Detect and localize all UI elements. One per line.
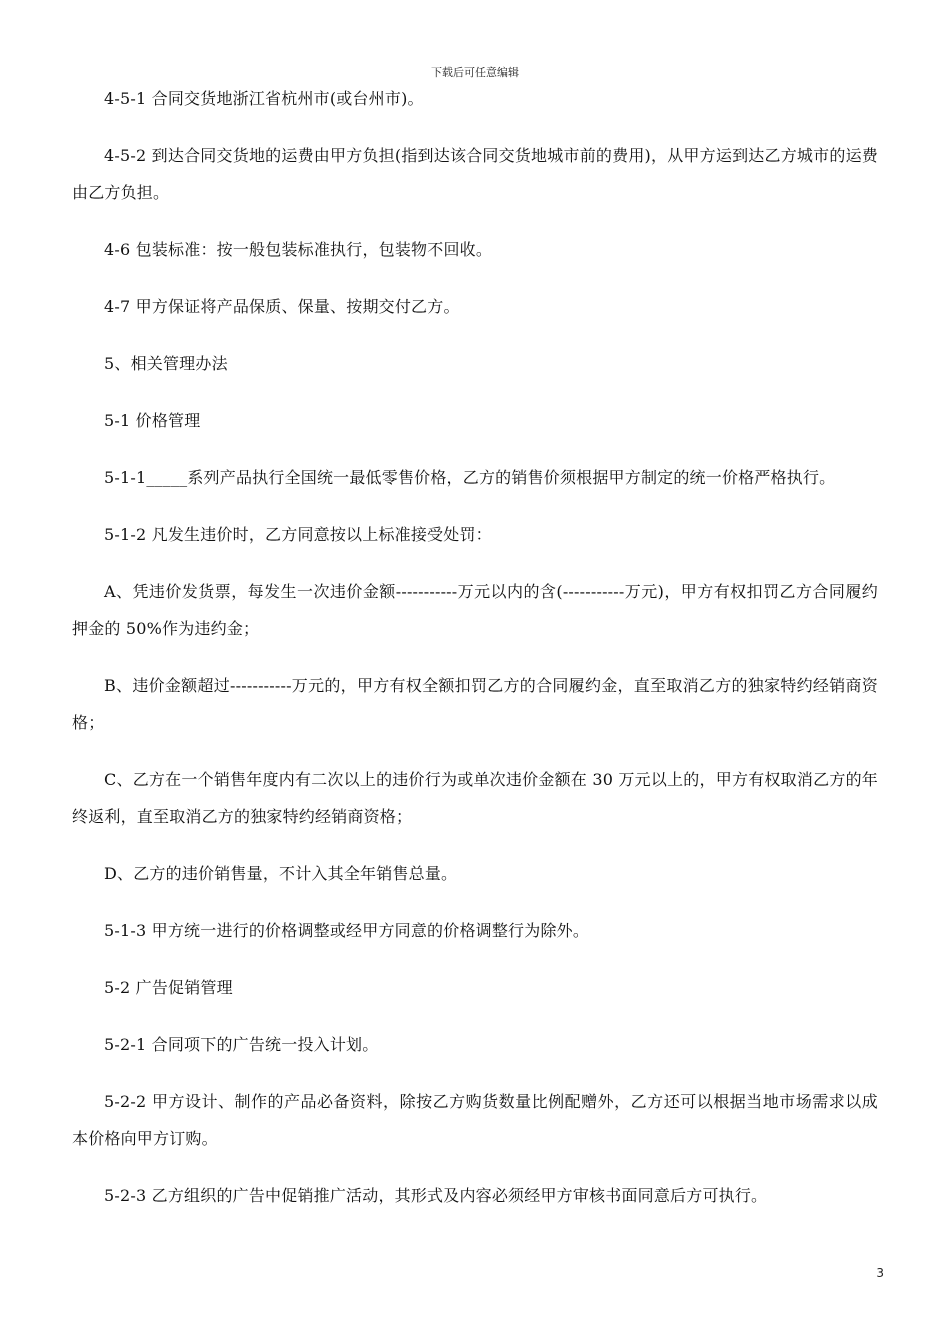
section-heading-5-1: 5-1 价格管理 <box>104 411 201 430</box>
page-header-note: 下载后可任意编辑 <box>431 66 519 79</box>
paragraph-5-2-2: 5-2-2 甲方设计、制作的产品必备资料，除按乙方购货数量比例配赠外，乙方还可以根据当地市场需求以成本价格向甲方订购。 <box>72 1092 878 1148</box>
paragraph-4-5-1: 4-5-1 合同交货地浙江省杭州市(或台州市)。 <box>104 89 424 108</box>
page-number: 3 <box>876 1266 884 1280</box>
section-heading-5-2: 5-2 广告促销管理 <box>104 978 233 997</box>
paragraph-5-1-2: 5-1-2 凡发生违价时，乙方同意按以上标准接受处罚： <box>104 525 492 544</box>
paragraph-5-1-1: 5-1-1_____系列产品执行全国统一最低零售价格，乙方的销售价须根据甲方制定的统一价格严格执行。 <box>104 468 836 487</box>
paragraph-item-c: C、乙方在一个销售年度内有二次以上的违价行为或单次违价金额在 30 万元以上的，甲方有权取消乙方的年终返利，直至取消乙方的独家特约经销商资格； <box>72 770 878 826</box>
paragraph-5-2-3: 5-2-3 乙方组织的广告中促销推广活动，其形式及内容必须经甲方审核书面同意后方可执行。 <box>104 1186 768 1205</box>
paragraph-item-d: D、乙方的违价销售量，不计入其全年销售总量。 <box>104 864 458 883</box>
paragraph-4-7: 4-7 甲方保证将产品保质、保量、按期交付乙方。 <box>104 297 460 316</box>
paragraph-item-a: A、凭违价发货票，每发生一次违价金额-----------万元以内的含(-----------万元)，甲方有权扣罚乙方合同履约押金的 50%作为违约金； <box>72 582 878 638</box>
document-body <box>72 80 878 1234</box>
paragraph-4-6: 4-6 包装标准：按一般包装标准执行，包装物不回收。 <box>104 240 493 259</box>
paragraph-item-b: B、违价金额超过-----------万元的，甲方有权全额扣罚乙方的合同履约金，直至取消乙方的独家特约经销商资格； <box>72 676 878 732</box>
section-heading-5: 5、相关管理办法 <box>104 354 228 373</box>
paragraph-4-5-2: 4-5-2 到达合同交货地的运费由甲方负担(指到达该合同交货地城市前的费用)，从甲方运到达乙方城市的运费由乙方负担。 <box>72 146 878 202</box>
paragraph-5-2-1: 5-2-1 合同项下的广告统一投入计划。 <box>104 1035 379 1054</box>
paragraph-5-1-3: 5-1-3 甲方统一进行的价格调整或经甲方同意的价格调整行为除外。 <box>104 921 590 940</box>
